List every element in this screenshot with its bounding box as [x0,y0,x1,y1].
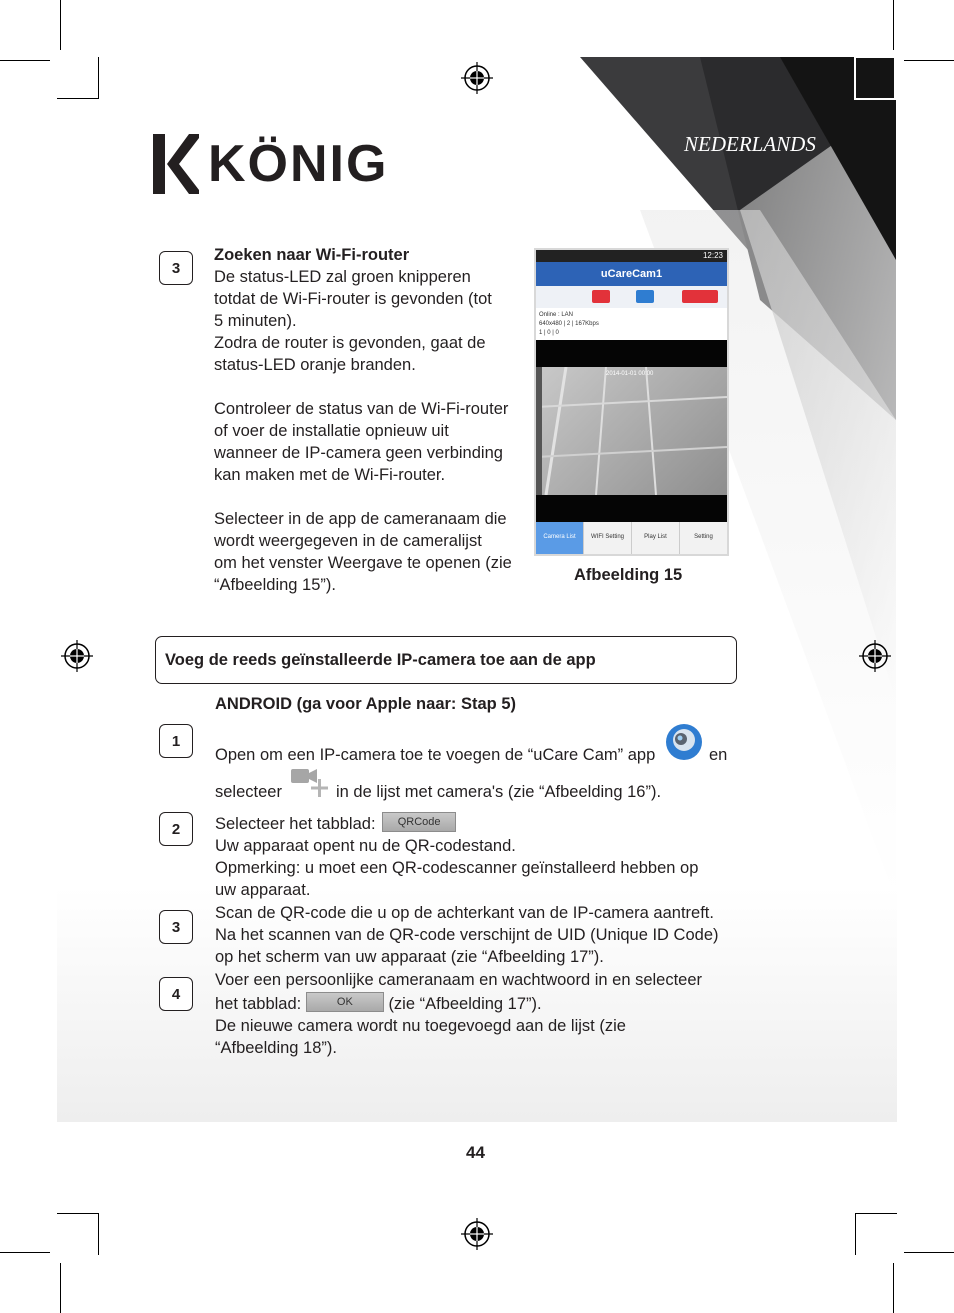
paragraph-line: wanneer de IP-camera geen verbinding [214,444,503,462]
app-toolbar [536,286,727,309]
qrcode-button[interactable]: QRCode [382,812,456,832]
status-bar [536,250,727,262]
paragraph-line: Zodra de router is gevonden, gaat de [214,334,486,352]
ok-button[interactable]: OK [306,992,384,1012]
tab-wifi-setting[interactable]: WIFI Setting [584,522,632,554]
step2-text [215,813,735,901]
paragraph-line: of voer de installatie opnieuw uit [214,422,449,440]
step-line-with-button [215,813,735,835]
section-banner-title: Voeg de reeds geïnstalleerde IP-camera toe aan de app [165,651,596,669]
ucare-cam-app-icon [663,722,705,762]
video-timestamp: 2014-01-01 00:00 [606,371,654,377]
tab-camera-list[interactable]: Camera List [536,522,584,554]
step-line: uw apparaat. [215,881,311,899]
step-line: De nieuwe camera wordt nu toegevoegd aan de lijst (zie [215,1017,626,1035]
paragraph-line: status-LED oranje branden. [214,356,416,374]
figure-caption: Afbeelding 15 [574,566,683,584]
step-number-box: 3 [159,910,193,944]
registration-mark-icon [461,1218,493,1250]
bottom-tab-bar [536,522,727,554]
crop-mark [893,1263,894,1313]
video-black-bottom [536,495,727,522]
step-line: Selecteer het tabblad: [215,815,376,833]
step-line: Scan de QR-code die u op de achterkant van de IP-camera aantreft. [215,904,714,922]
paragraph-line: 5 minuten). [214,312,297,330]
step-line: (zie “Afbeelding 17”). [388,995,542,1013]
paragraph-line: wordt weergegeven in de cameralijst [214,532,482,550]
step-line-end: en [709,746,728,764]
crop-mark [0,60,50,61]
language-label: NEDERLANDS [684,132,816,156]
konig-logo-mark-icon [153,134,199,194]
crop-mark [855,1213,856,1255]
step-number-box: 3 [159,251,193,285]
info-panel [536,308,727,340]
crop-mark [98,1213,99,1255]
app-screenshot [534,248,729,556]
step-number-box: 1 [159,724,193,758]
crop-mark [60,1263,61,1313]
step-line: in de lijst met camera's (zie “Afbeelding 16”). [336,783,662,801]
info-line: 640x480 | 2 | 167Kbps [539,321,599,327]
paragraph-line: Selecteer in de app de cameranaam die [214,510,507,528]
video-frame-icon [536,367,727,495]
step-line: Na het scannen van de QR-code verschijnt de UID (Unique ID Code) [215,926,719,944]
section-heading: Zoeken naar Wi-Fi-router [214,246,410,264]
paragraph-line: kan maken met de Wi-Fi-router. [214,466,446,484]
section-banner [155,636,737,684]
tab-setting[interactable]: Setting [694,534,713,540]
app-title: uCareCam1 [600,268,663,280]
android-heading: ANDROID (ga voor Apple naar: Stap 5) [215,695,517,713]
paragraph-line: om het venster Weergave te openen (zie [214,554,512,572]
app-title-bar [536,262,727,286]
paragraph-line: totdat de Wi-Fi-router is gevonden (tot [214,290,492,308]
crop-mark [904,60,954,61]
registration-mark-icon [461,62,493,94]
crop-mark [98,57,99,99]
crop-mark [57,98,99,99]
paragraph-line: Controleer de status van de Wi-Fi-router [214,400,509,418]
step-line: Voer een persoonlijke cameranaam en wachtwoord in en selecteer [215,971,703,989]
snapshot-icon [592,290,610,303]
step-line: het tabblad: [215,995,302,1013]
info-line: Online : LAN [539,312,574,318]
info-line: 1 | 0 | 0 [539,330,559,336]
crop-mark [855,1213,897,1214]
tab-play-list[interactable]: Play List [632,522,680,554]
step-line: Uw apparaat opent nu de QR-codestand. [215,837,516,855]
step3-text [215,902,745,968]
brand-wordmark: KÖNIG [208,135,389,193]
registration-mark-icon [61,640,93,672]
add-camera-icon [289,767,331,799]
crop-mark [904,1252,954,1253]
alarm-icon [682,290,718,303]
step-line: op het scherm van uw apparaat (zie “Afbeelding 17”). [215,948,604,966]
video-view [536,367,727,495]
paragraph-line: “Afbeelding 15”). [214,576,336,594]
paragraph-line: De status-LED zal groen knipperen [214,268,471,286]
crop-mark [893,0,894,50]
video-black-top [536,340,727,367]
step-line-with-button [215,993,745,1015]
step-line: Open om een IP-camera toe te voegen de “uCare Cam” app [215,746,656,764]
status-time: 12:23 [702,251,723,260]
crop-mark [57,1213,99,1214]
step4-text [215,969,745,1059]
step-number-box: 2 [159,812,193,846]
step-line: “Afbeelding 18”). [215,1039,337,1057]
registration-mark-icon [859,640,891,672]
section1-text [214,244,526,596]
step-number-box: 4 [159,977,193,1011]
speaker-icon [636,290,654,303]
step-line: selecteer [215,783,282,801]
page-number: 44 [466,1143,485,1162]
crop-mark [60,0,61,50]
step-line: Opmerking: u moet een QR-codescanner geïnstalleerd hebben op [215,859,699,877]
crop-mark [0,1252,50,1253]
